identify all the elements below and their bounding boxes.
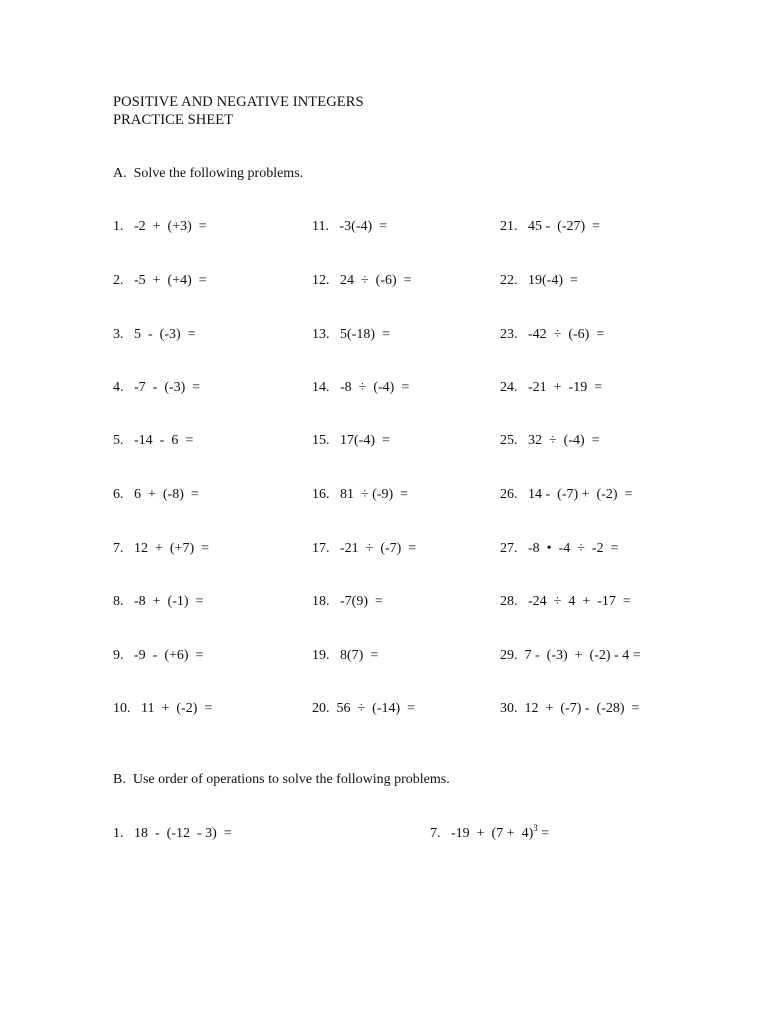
problem-b-7-exponent: 3: [533, 823, 538, 833]
problem-b-1: 1. 18 - (-12 - 3) =: [113, 826, 232, 841]
problem-a-3: 3. 5 - (-3) =: [113, 327, 196, 342]
problem-a-7: 7. 12 + (+7) =: [113, 541, 210, 556]
worksheet-subtitle: PRACTICE SHEET: [113, 112, 234, 128]
problem-a-24: 24. -21 + -19 =: [500, 380, 603, 395]
problem-a-22: 22. 19(-4) =: [500, 273, 578, 288]
problem-a-26: 26. 14 - (-7) + (-2) =: [500, 487, 633, 502]
problem-a-13: 13. 5(-18) =: [312, 327, 390, 342]
problem-a-4: 4. -7 - (-3) =: [113, 380, 201, 395]
problem-a-19: 19. 8(7) =: [312, 648, 379, 663]
problem-b-7-base: 7. -19 + (7 + 4): [430, 826, 534, 841]
problem-a-25: 25. 32 ÷ (-4) =: [500, 433, 600, 448]
problem-a-30: 30. 12 + (-7) - (-28) =: [500, 701, 640, 716]
problem-a-15: 15. 17(-4) =: [312, 433, 390, 448]
problem-a-14: 14. -8 ÷ (-4) =: [312, 380, 410, 395]
problem-a-16: 16. 81 ÷ (-9) =: [312, 487, 409, 502]
problem-a-8: 8. -8 + (-1) =: [113, 594, 204, 609]
section-b-heading: B. Use order of operations to solve the following problems.: [113, 772, 450, 787]
problem-a-5: 5. -14 - 6 =: [113, 433, 194, 448]
section-a-heading: A. Solve the following problems.: [113, 166, 304, 181]
worksheet-title: POSITIVE AND NEGATIVE INTEGERS: [113, 94, 364, 110]
problem-a-6: 6. 6 + (-8) =: [113, 487, 199, 502]
problem-a-17: 17. -21 ÷ (-7) =: [312, 541, 417, 556]
problem-b-7-equals: =: [537, 826, 550, 841]
problem-a-20: 20. 56 ÷ (-14) =: [312, 701, 416, 716]
problem-a-11: 11. -3(-4) =: [312, 219, 388, 234]
problem-a-29: 29. 7 - (-3) + (-2) - 4 =: [500, 648, 641, 663]
problem-a-18: 18. -7(9) =: [312, 594, 383, 609]
problem-a-28: 28. -24 ÷ 4 + -17 =: [500, 594, 631, 609]
problem-a-10: 10. 11 + (-2) =: [113, 701, 213, 716]
problem-a-27: 27. -8 • -4 ÷ -2 =: [500, 541, 619, 556]
problem-a-12: 12. 24 ÷ (-6) =: [312, 273, 412, 288]
problem-a-21: 21. 45 - (-27) =: [500, 219, 601, 234]
problem-a-1: 1. -2 + (+3) =: [113, 219, 207, 234]
problem-a-2: 2. -5 + (+4) =: [113, 273, 207, 288]
problem-b-7: [430, 823, 550, 842]
problem-a-9: 9. -9 - (+6) =: [113, 648, 204, 663]
problem-a-23: 23. -42 ÷ (-6) =: [500, 327, 605, 342]
